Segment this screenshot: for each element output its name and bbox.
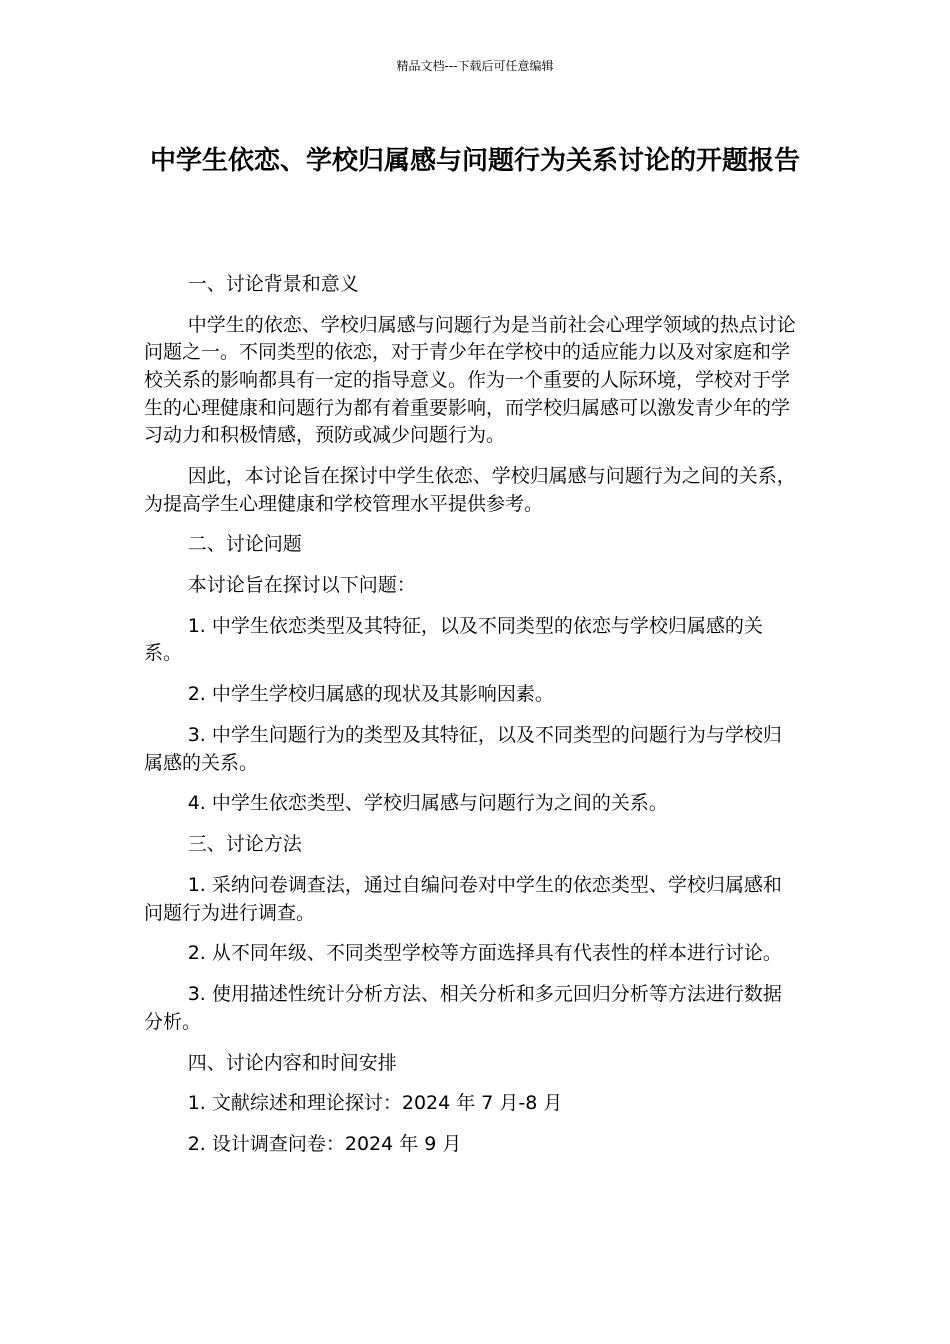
paragraph: 本讨论旨在探讨以下问题： bbox=[187, 574, 416, 597]
list-item: 2. 中学生学校归属感的现状及其影响因素。 bbox=[187, 683, 554, 706]
list-item: 3. 中学生问题行为的类型及其特征，以及不同类型的问题行为与学校归属感的关系。 bbox=[144, 724, 782, 774]
list-item: 4. 中学生依恋类型、学校归属感与问题行为之间的关系。 bbox=[187, 792, 668, 815]
list-item: 1. 文献综述和理论探讨：2024 年 7 月-8 月 bbox=[187, 1092, 563, 1115]
paragraph: 因此，本讨论旨在探讨中学生依恋、学校归属感与问题行为之间的关系，为提高学生心理健康和学校管理水平提供参考。 bbox=[144, 464, 796, 515]
list-item: 2. 从不同年级、不同类型学校等方面选择具有代表性的样本进行讨论。 bbox=[187, 942, 782, 965]
section-heading: 一、讨论背景和意义 bbox=[187, 273, 359, 295]
header-note: 精品文档---下载后可任意编辑 bbox=[396, 59, 554, 73]
section-heading: 三、讨论方法 bbox=[187, 833, 302, 856]
section-heading: 二、讨论问题 bbox=[187, 533, 302, 556]
list-item: 2. 设计调查问卷：2024 年 9 月 bbox=[187, 1133, 462, 1156]
list-item: 1. 中学生依恋类型及其特征，以及不同类型的依恋与学校归属感的关系。 bbox=[144, 614, 763, 665]
section-heading: 四、讨论内容和时间安排 bbox=[187, 1051, 397, 1074]
list-item: 3. 使用描述性统计分析方法、相关分析和多元回归分析等方法进行数据分析。 bbox=[144, 983, 782, 1033]
paragraph: 中学生的依恋、学校归属感与问题行为是当前社会心理学领域的热点讨论问题之一。不同类型的依恋，对于青少年在学校中的适应能力以及对家庭和学校关系的影响都具有一定的指导意义。作为一个重要的人际环境，学校对于学生的心理健康和问题行为都有着重要影响，而学校归属感可以激发青少年的学习动力和积极情感，预防或减少问题行为。 bbox=[144, 313, 796, 447]
list-item: 1. 采纳问卷调查法，通过自编问卷对中学生的依恋类型、学校归属感和问题行为进行调查。 bbox=[144, 873, 782, 924]
document-title: 中学生依恋、学校归属感与问题行为关系讨论的开题报告 bbox=[149, 146, 800, 176]
document-body bbox=[144, 271, 798, 1172]
